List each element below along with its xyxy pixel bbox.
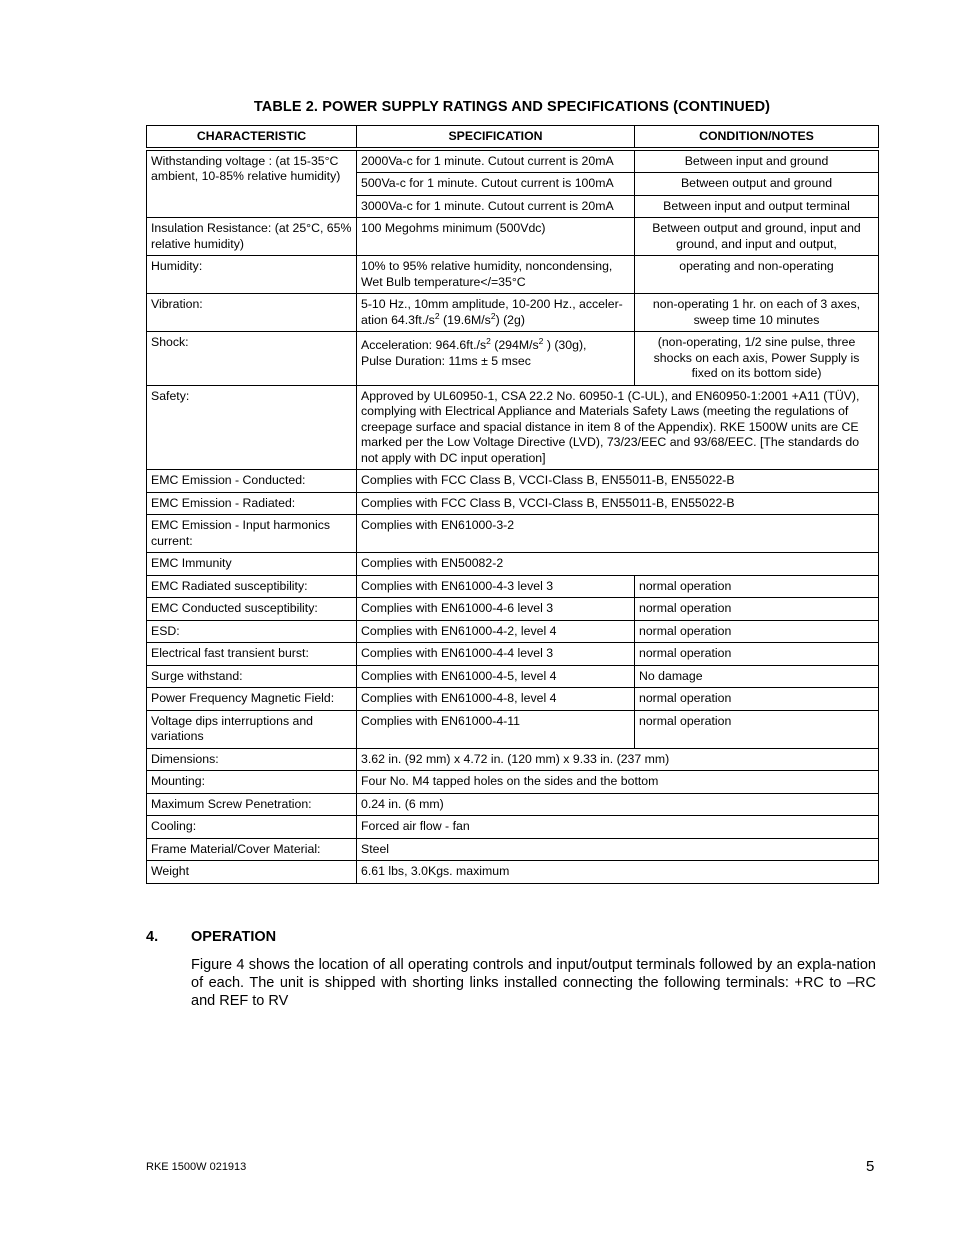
table-row bbox=[147, 218, 879, 256]
characteristic-cell: EMC Conducted susceptibility: bbox=[147, 598, 357, 621]
characteristic-cell: Weight bbox=[147, 861, 357, 884]
table-header-row bbox=[147, 126, 879, 149]
spec-text: Pulse Duration: 11ms ± 5 msec bbox=[361, 353, 531, 368]
spec-text: 5-10 Hz., 10mm amplitude, 10-200 Hz., acceler-ation 64.3ft./s bbox=[361, 297, 623, 327]
note-cell: normal operation bbox=[635, 620, 879, 643]
table-row bbox=[147, 861, 879, 884]
note-cell: normal operation bbox=[635, 575, 879, 598]
spec-cell: Complies with FCC Class B, VCCI-Class B, EN55011-B, EN55022-B bbox=[357, 492, 879, 515]
table-row bbox=[147, 256, 879, 294]
table-row bbox=[147, 665, 879, 688]
characteristic-cell: Dimensions: bbox=[147, 748, 357, 771]
column-header-specification: SPECIFICATION bbox=[357, 126, 635, 149]
superscript: 2 bbox=[490, 310, 496, 321]
characteristic-cell: Safety: bbox=[147, 385, 357, 470]
note-cell: No damage bbox=[635, 665, 879, 688]
characteristic-cell: Voltage dips interruptions and variations bbox=[147, 710, 357, 748]
spec-text: ) (2g) bbox=[495, 312, 525, 327]
characteristic-cell: Insulation Resistance: (at 25°C, 65% relative humidity) bbox=[147, 218, 357, 256]
spec-cell: Complies with EN61000-3-2 bbox=[357, 515, 879, 553]
note-cell: Between input and output terminal bbox=[635, 195, 879, 218]
characteristic-cell: Withstanding voltage : (at 15-35°C ambient, 10-85% relative humidity) bbox=[147, 149, 357, 218]
spec-cell: Complies with EN61000-4-3 level 3 bbox=[357, 575, 635, 598]
spec-cell: 2000Va-c for 1 minute. Cutout current is 20mA bbox=[357, 149, 635, 173]
spec-cell bbox=[357, 332, 635, 386]
table-row bbox=[147, 492, 879, 515]
spec-cell: Complies with EN61000-4-11 bbox=[357, 710, 635, 748]
spec-cell: Approved by UL60950-1, CSA 22.2 No. 60950-1 (C-UL), and EN60950-1:2001 +A11 (TÜV), complying with Electrical Appliance and Materials Safety Laws (meeting the regulations of creepage surface and spacial distance in item 8 of the Appendix). RKE 1500W units are CE marked per the Low Voltage Directive (LVD), 73/23/EEC and 93/68/EEC. [The standards do not apply with DC input operation] bbox=[357, 385, 879, 470]
table-row bbox=[147, 710, 879, 748]
section-number: 4. bbox=[146, 929, 159, 945]
characteristic-cell: Shock: bbox=[147, 332, 357, 386]
characteristic-cell: Maximum Screw Penetration: bbox=[147, 793, 357, 816]
superscript: 2 bbox=[434, 310, 440, 321]
table-row bbox=[147, 748, 879, 771]
characteristic-cell: EMC Emission - Input harmonics current: bbox=[147, 515, 357, 553]
table-row bbox=[147, 816, 879, 839]
characteristic-cell: EMC Emission - Radiated: bbox=[147, 492, 357, 515]
table-row bbox=[147, 793, 879, 816]
table-title: TABLE 2. POWER SUPPLY RATINGS AND SPECIFICATIONS (CONTINUED) bbox=[253, 99, 771, 115]
spec-text: ) (30g), bbox=[543, 338, 587, 352]
section-title: OPERATION bbox=[191, 929, 277, 945]
spec-cell: Complies with EN61000-4-5, level 4 bbox=[357, 665, 635, 688]
spec-cell: 500Va-c for 1 minute. Cutout current is 100mA bbox=[357, 173, 635, 196]
column-header-condition: CONDITION/NOTES bbox=[635, 126, 879, 149]
superscript: 2 bbox=[486, 335, 491, 346]
table-row bbox=[147, 294, 879, 332]
characteristic-cell: EMC Immunity bbox=[147, 553, 357, 576]
note-cell: non-operating 1 hr. on each of 3 axes, sweep time 10 minutes bbox=[635, 294, 879, 332]
table-row bbox=[147, 515, 879, 553]
spec-cell bbox=[357, 294, 635, 332]
note-cell: normal operation bbox=[635, 643, 879, 666]
table-row bbox=[147, 385, 879, 470]
spec-cell: Forced air flow - fan bbox=[357, 816, 879, 839]
characteristic-cell: Surge withstand: bbox=[147, 665, 357, 688]
spec-cell: Complies with FCC Class B, VCCI-Class B, EN55011-B, EN55022-B bbox=[357, 470, 879, 493]
table-row bbox=[147, 598, 879, 621]
table-row bbox=[147, 149, 879, 173]
table-row bbox=[147, 838, 879, 861]
spec-cell: 3000Va-c for 1 minute. Cutout current is 20mA bbox=[357, 195, 635, 218]
table-row bbox=[147, 771, 879, 794]
note-cell: normal operation bbox=[635, 710, 879, 748]
characteristic-cell: Frame Material/Cover Material: bbox=[147, 838, 357, 861]
characteristic-cell: Humidity: bbox=[147, 256, 357, 294]
spec-cell: Complies with EN61000-4-2, level 4 bbox=[357, 620, 635, 643]
table-row bbox=[147, 553, 879, 576]
note-cell: Between output and ground bbox=[635, 173, 879, 196]
characteristic-cell: EMC Emission - Conducted: bbox=[147, 470, 357, 493]
spec-cell: 3.62 in. (92 mm) x 4.72 in. (120 mm) x 9.33 in. (237 mm) bbox=[357, 748, 879, 771]
characteristic-cell: Mounting: bbox=[147, 771, 357, 794]
superscript: 2 bbox=[538, 335, 544, 346]
characteristic-cell: Vibration: bbox=[147, 294, 357, 332]
spec-cell: Complies with EN61000-4-6 level 3 bbox=[357, 598, 635, 621]
specifications-table bbox=[146, 125, 879, 884]
spec-text: Acceleration: 964.6ft./s bbox=[361, 338, 487, 352]
column-header-characteristic: CHARACTERISTIC bbox=[147, 126, 357, 149]
table-row bbox=[147, 688, 879, 711]
spec-text: (19.6M/s bbox=[439, 312, 491, 327]
note-cell: (non-operating, 1/2 sine pulse, three shocks on each axis, Power Supply is fixed on its bottom side) bbox=[635, 332, 879, 386]
spec-cell: 0.24 in. (6 mm) bbox=[357, 793, 879, 816]
note-cell: operating and non-operating bbox=[635, 256, 879, 294]
note-cell: normal operation bbox=[635, 598, 879, 621]
table-row bbox=[147, 643, 879, 666]
spec-cell: 10% to 95% relative humidity, noncondensing, Wet Bulb temperature</=35°C bbox=[357, 256, 635, 294]
spec-cell: Complies with EN50082-2 bbox=[357, 553, 879, 576]
footer-doc-id: RKE 1500W 021913 bbox=[146, 1161, 247, 1173]
spec-text: (294M/s bbox=[490, 338, 539, 352]
characteristic-cell: ESD: bbox=[147, 620, 357, 643]
characteristic-cell: Cooling: bbox=[147, 816, 357, 839]
section-body: Figure 4 shows the location of all operating controls and input/output terminals followed by an expla-nation of each. The unit is shipped with shorting links installed connecting the following terminals: +RC to –RC and REF to RV bbox=[191, 957, 876, 1009]
note-cell: Between output and ground, input and ground, and input and output, bbox=[635, 218, 879, 256]
page-number: 5 bbox=[866, 1158, 875, 1175]
note-cell: normal operation bbox=[635, 688, 879, 711]
table-row bbox=[147, 575, 879, 598]
characteristic-cell: Power Frequency Magnetic Field: bbox=[147, 688, 357, 711]
spec-cell: Steel bbox=[357, 838, 879, 861]
spec-cell: Complies with EN61000-4-8, level 4 bbox=[357, 688, 635, 711]
table-row bbox=[147, 620, 879, 643]
characteristic-cell: EMC Radiated susceptibility: bbox=[147, 575, 357, 598]
spec-cell: 100 Megohms minimum (500Vdc) bbox=[357, 218, 635, 256]
table-row bbox=[147, 470, 879, 493]
note-cell: Between input and ground bbox=[635, 149, 879, 173]
characteristic-cell: Electrical fast transient burst: bbox=[147, 643, 357, 666]
spec-cell: Four No. M4 tapped holes on the sides and the bottom bbox=[357, 771, 879, 794]
table-row bbox=[147, 332, 879, 386]
section-heading bbox=[146, 929, 276, 945]
spec-cell: 6.61 lbs, 3.0Kgs. maximum bbox=[357, 861, 879, 884]
spec-cell: Complies with EN61000-4-4 level 3 bbox=[357, 643, 635, 666]
